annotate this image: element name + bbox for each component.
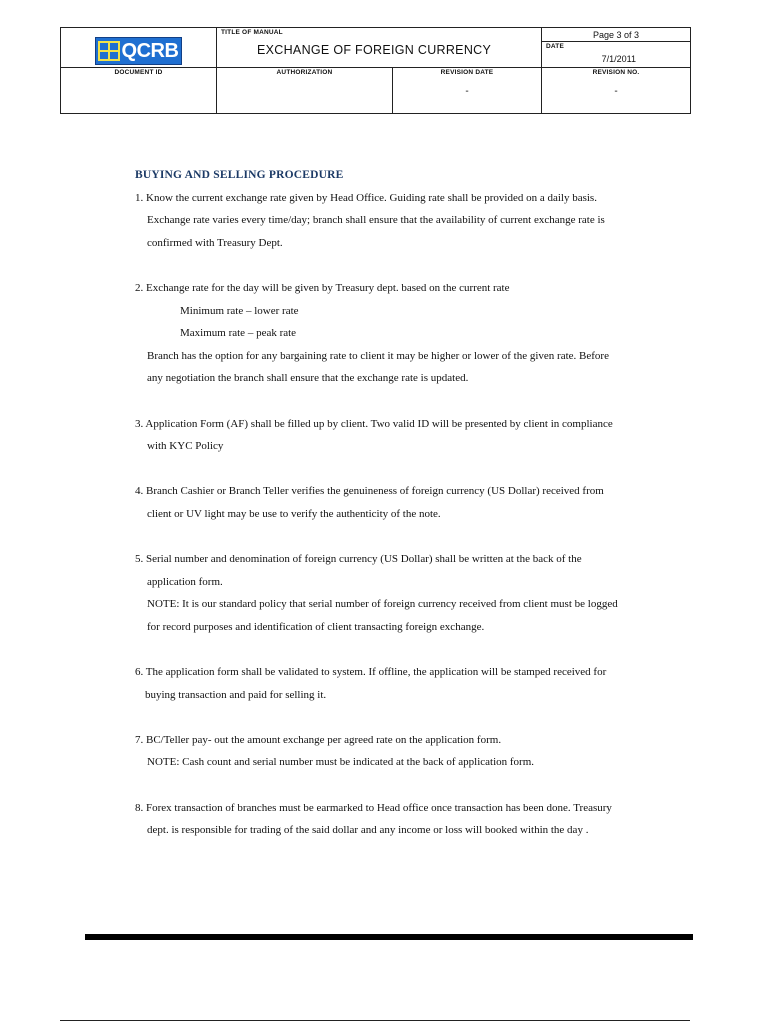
procedure-step-8 (135, 797, 691, 842)
procedure-step-5 (135, 548, 691, 638)
step-2-maximum-rate: Maximum rate – peak rate (180, 327, 297, 340)
page-number: Page 3 of 3 (592, 30, 640, 40)
date-value: 7/1/2011 (601, 54, 636, 64)
document-id-cell (61, 68, 217, 114)
step-3-line-1: 3. Application Form (AF) shall be filled up by client. Two valid ID will be presented by client in compliance (135, 417, 613, 430)
document-header-table (60, 27, 691, 114)
date-label: DATE (546, 43, 565, 50)
step-1-line-2: Exchange rate varies every time/day; branch shall ensure that the availability of current exchange rate is (147, 214, 605, 227)
procedure-step-4 (135, 480, 691, 525)
step-7-note: NOTE: Cash count and serial number must be indicated at the back of application form. (147, 756, 535, 769)
step-5-line-2: application form. (147, 575, 223, 588)
procedure-step-1 (135, 187, 691, 255)
revision-date-cell (393, 68, 542, 114)
document-id-label: DOCUMENT ID (114, 69, 163, 76)
step-2-minimum-rate: Minimum rate – lower rate (180, 304, 299, 317)
procedure-body (135, 164, 691, 842)
logo-cell (61, 28, 217, 68)
revision-date-value: - (465, 86, 469, 97)
next-page-edge (60, 1020, 690, 1021)
authorization-cell (217, 68, 393, 114)
step-8-line-2: dept. is responsible for trading of the said dollar and any income or loss will booked within the day . (147, 824, 589, 837)
step-2-line-1: 2. Exchange rate for the day will be given by Treasury dept. based on the current rate (135, 281, 510, 294)
step-3-line-2: with KYC Policy (147, 440, 224, 453)
step-4-line-1: 4. Branch Cashier or Branch Teller verifies the genuineness of foreign currency (US Dollar) received from (135, 485, 604, 498)
footer-rule (85, 934, 693, 940)
procedure-step-3 (135, 413, 691, 458)
step-7-line-1: 7. BC/Teller pay- out the amount exchange per agreed rate on the application form. (135, 733, 502, 746)
step-2-line-2: Branch has the option for any bargaining rate to client it may be higher or lower of the given rate. Before (147, 349, 609, 362)
page-date-cell (542, 28, 691, 68)
step-5-note: NOTE: It is our standard policy that serial number of foreign currency received from client must be logged (147, 598, 618, 611)
step-5-line-1: 5. Serial number and denomination of foreign currency (US Dollar) shall be written at the back of the (135, 553, 582, 566)
procedure-step-7 (135, 729, 691, 774)
authorization-label: AUTHORIZATION (276, 69, 333, 76)
revision-no-cell (542, 68, 691, 114)
revision-no-label: REVISION NO. (592, 69, 640, 76)
step-6-line-1: 6. The application form shall be validated to system. If offline, the application will be stamped received for (135, 666, 607, 679)
qcrb-logo (95, 37, 183, 65)
manual-title: EXCHANGE OF FOREIGN CURRENCY (257, 43, 492, 57)
logo-text: QCRB (121, 39, 179, 62)
section-heading: BUYING AND SELLING PROCEDURE (135, 169, 344, 181)
step-2-line-3: any negotiation the branch shall ensure that the exchange rate is updated. (147, 372, 469, 385)
procedure-step-2 (135, 277, 691, 390)
step-8-line-1: 8. Forex transaction of branches must be earmarked to Head office once transaction has been done. Treasury (135, 801, 612, 814)
step-4-line-2: client or UV light may be use to verify the authenticity of the note. (147, 507, 441, 520)
logo-mark-icon (98, 41, 120, 61)
step-1-line-3: confirmed with Treasury Dept. (147, 236, 283, 249)
title-cell (217, 28, 542, 68)
step-1-line-1: 1. Know the current exchange rate given by Head Office. Guiding rate shall be provided on a daily basis. (135, 191, 597, 204)
title-label: TITLE OF MANUAL (221, 29, 283, 36)
step-6-line-2: buying transaction and paid for selling it. (145, 688, 327, 701)
procedure-step-6 (135, 661, 691, 706)
revision-no-value: - (614, 86, 618, 97)
step-5-line-4: for record purposes and identification of client transacting foreign exchange. (147, 620, 485, 633)
revision-date-label: REVISION DATE (440, 69, 494, 76)
